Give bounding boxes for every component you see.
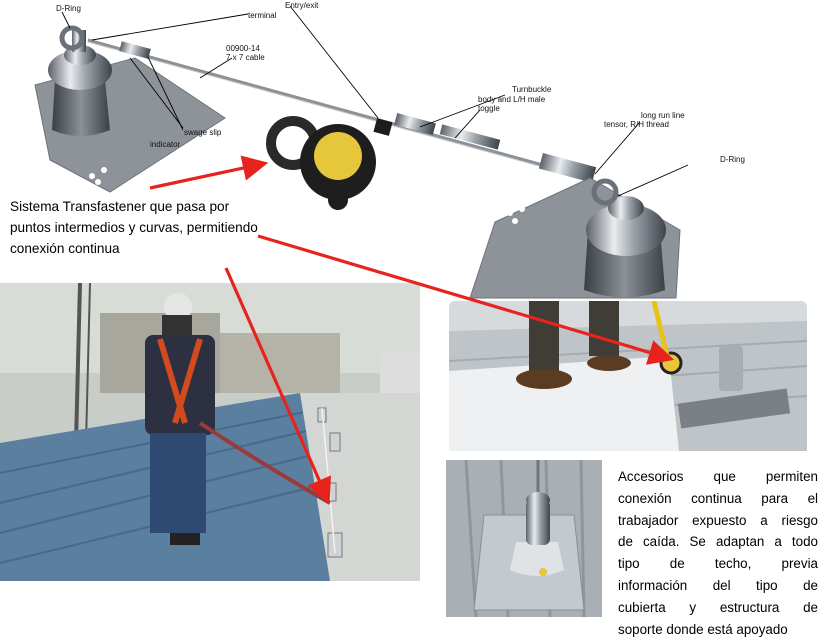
label-entry-exit: Entry/exit [285,1,319,10]
accessories-line: soporte donde está apoyado [618,621,788,637]
label-indicator: indicator [150,140,181,149]
accessories-line: Accesorios que permiten [618,469,818,484]
transfastener-in-use-icon [661,353,681,373]
anchor-post-photo [446,460,602,617]
accessories-line: trabajador expuesto a riesgo [618,512,818,528]
label-d-ring-left: D-Ring [56,4,81,13]
label-long-run-line: long run line [641,111,685,120]
accessories-line: cubierta y estructura de [618,599,818,615]
accessories-caption [618,466,818,640]
walkway-anchor-photo [449,301,807,451]
accessories-line: tipo de techo, previa [618,556,818,572]
label-tensor: tensor, R/H thread [604,120,669,129]
label-cable-spec: 7 x 7 cable [226,53,265,62]
label-d-ring-right: D-Ring [720,155,745,164]
accessories-line: conexión continua para el [618,490,818,506]
label-turnbuckle: Turnbuckle [512,85,552,94]
label-cable-part: 00900-14 [226,44,260,53]
transfastener-caption: Sistema Transfastener que pasa por puntos intermedios y curvas, permitiendo conexión continua [10,199,258,256]
label-swage-slip: swage slip [184,128,222,137]
label-toggle: toggle [478,104,500,113]
transfastener-device-icon [271,121,376,210]
label-turnbuckle-body: body and L/H male [478,95,546,104]
worker-on-roof-photo [0,283,420,581]
accessories-line: información del tipo de [618,577,818,593]
label-terminal: terminal [248,11,277,20]
accessories-line: de caída. Se adaptan a todo [618,534,818,550]
